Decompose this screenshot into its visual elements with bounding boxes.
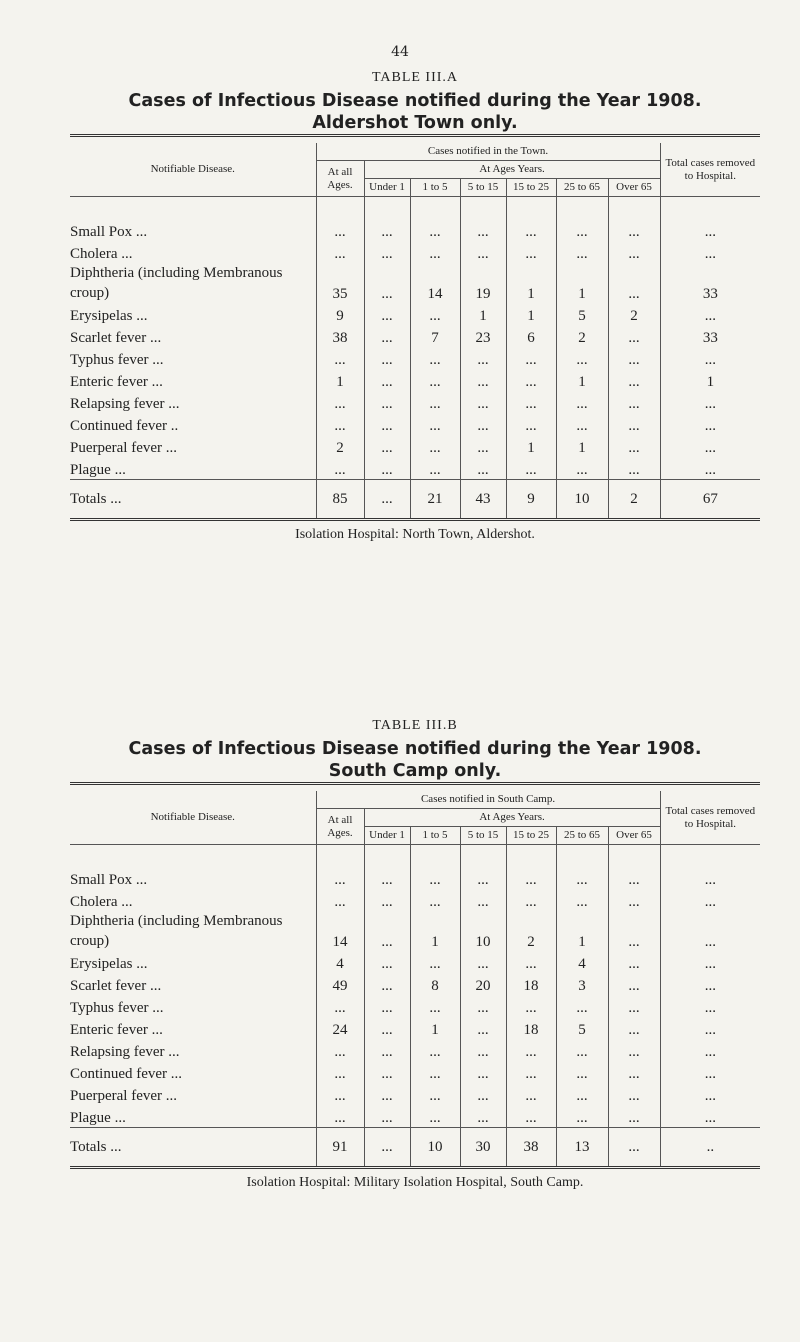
cell-value: ...: [660, 1039, 760, 1061]
cell-value: ...: [660, 303, 760, 325]
disease-name: Relapsing fever ...: [70, 1044, 180, 1060]
cell-value: ..: [660, 1128, 760, 1168]
cell-value: 9: [316, 303, 364, 325]
cell-value: ...: [364, 1017, 410, 1039]
cell-value: ...: [506, 241, 556, 263]
disease-name: Continued fever ..: [70, 418, 179, 434]
table-row: [70, 1061, 760, 1083]
cell-value: ...: [556, 995, 608, 1017]
header-group: Cases notified in the Town.: [316, 143, 660, 161]
cell-value: ...: [316, 391, 364, 413]
cell-value: 1: [556, 435, 608, 457]
cell-value: ...: [410, 457, 460, 480]
isolation-note: Isolation Hospital: North Town, Aldershot.: [295, 527, 535, 542]
cell-value: ...: [460, 369, 506, 391]
cell-value: 43: [460, 480, 506, 520]
cell-value: ...: [660, 413, 760, 435]
cell-value: ...: [660, 995, 760, 1017]
cell-value: ...: [660, 951, 760, 973]
cell-value: ...: [608, 889, 660, 911]
cell-value: ...: [506, 995, 556, 1017]
cell-value: ...: [364, 845, 410, 890]
cell-value: 2: [556, 325, 608, 347]
header-age-col: Over 65: [608, 179, 660, 197]
cell-value: ...: [506, 369, 556, 391]
cell-value: 23: [460, 325, 506, 347]
table-label: TABLE III.B: [372, 718, 458, 733]
cell-value: ...: [410, 995, 460, 1017]
table-row: [70, 995, 760, 1017]
cell-value: 19: [460, 263, 506, 303]
cell-value: ...: [364, 197, 410, 242]
cell-value: ...: [364, 995, 410, 1017]
table-row: [70, 1017, 760, 1039]
cell-value: ...: [556, 457, 608, 480]
cell-value: ...: [608, 1105, 660, 1128]
cell-value: ...: [506, 457, 556, 480]
cell-value: ...: [556, 1083, 608, 1105]
table-subtitle: Aldershot Town only.: [312, 113, 518, 133]
page-number: 44: [391, 44, 409, 60]
cell-value: 1: [556, 263, 608, 303]
disease-name: Diphtheria (including Membranous croup): [70, 265, 283, 301]
cell-value: ...: [660, 1083, 760, 1105]
cell-value: ...: [316, 995, 364, 1017]
cell-value: ...: [460, 995, 506, 1017]
cell-value: ...: [608, 1061, 660, 1083]
cell-value: ...: [608, 413, 660, 435]
cell-value: 8: [410, 973, 460, 995]
cell-value: ...: [608, 995, 660, 1017]
cell-value: ...: [660, 1061, 760, 1083]
cell-value: ...: [460, 1017, 506, 1039]
cell-value: ...: [608, 1128, 660, 1168]
table-row: [70, 435, 760, 457]
cell-value: 10: [556, 480, 608, 520]
cell-value: ...: [660, 435, 760, 457]
cell-value: ...: [364, 435, 410, 457]
cell-value: 1: [506, 435, 556, 457]
totals-row: [70, 480, 760, 520]
disease-table: [70, 143, 760, 521]
header-removed: Total cases removed to Hospital.: [660, 143, 760, 197]
header-age-col: 15 to 25: [506, 827, 556, 845]
cell-value: ...: [364, 457, 410, 480]
table-title: Cases of Infectious Disease notified during the Year 1908.: [128, 91, 702, 111]
header-age-col: Under 1: [364, 827, 410, 845]
cell-value: ...: [460, 197, 506, 242]
cell-value: 67: [660, 480, 760, 520]
cell-value: 9: [506, 480, 556, 520]
cell-value: ...: [364, 1039, 410, 1061]
cell-value: ...: [506, 1083, 556, 1105]
cell-value: ...: [608, 845, 660, 890]
cell-value: ...: [608, 1039, 660, 1061]
cell-value: ...: [364, 369, 410, 391]
cell-value: ...: [556, 1039, 608, 1061]
header-age-col: 5 to 15: [460, 827, 506, 845]
disease-name: Scarlet fever ...: [70, 330, 162, 346]
cell-value: ...: [316, 241, 364, 263]
cell-value: ...: [316, 1083, 364, 1105]
cell-value: ...: [460, 951, 506, 973]
cell-value: ...: [556, 197, 608, 242]
cell-value: ...: [608, 263, 660, 303]
disease-name: Cholera ...: [70, 246, 133, 262]
cell-value: ...: [316, 1061, 364, 1083]
disease-name: Puerperal fever ...: [70, 1088, 178, 1104]
cell-value: ...: [364, 1105, 410, 1128]
cell-value: ...: [506, 951, 556, 973]
cell-value: 35: [316, 263, 364, 303]
cell-value: ...: [660, 347, 760, 369]
table-row: [70, 911, 760, 951]
disease-name: Cholera ...: [70, 894, 133, 910]
cell-value: ...: [608, 325, 660, 347]
cell-value: ...: [316, 413, 364, 435]
table-title: Cases of Infectious Disease notified during the Year 1908.: [128, 739, 702, 759]
cell-value: ...: [556, 889, 608, 911]
cell-value: 6: [506, 325, 556, 347]
cell-value: ...: [506, 1105, 556, 1128]
cell-value: ...: [460, 457, 506, 480]
cell-value: ...: [410, 369, 460, 391]
cell-value: ...: [660, 845, 760, 890]
cell-value: ...: [364, 413, 410, 435]
header-age-col: 5 to 15: [460, 179, 506, 197]
table-row: [70, 1083, 760, 1105]
cell-value: ...: [410, 1105, 460, 1128]
cell-value: ...: [410, 1083, 460, 1105]
cell-value: ...: [506, 197, 556, 242]
cell-value: ...: [410, 413, 460, 435]
table-row: [70, 325, 760, 347]
cell-value: ...: [660, 911, 760, 951]
cell-value: ...: [460, 845, 506, 890]
cell-value: ...: [506, 347, 556, 369]
cell-value: 1: [410, 1017, 460, 1039]
cell-value: ...: [460, 391, 506, 413]
disease-name: Scarlet fever ...: [70, 978, 162, 994]
cell-value: 1: [410, 911, 460, 951]
cell-value: 1: [316, 369, 364, 391]
table-section-a: [70, 70, 760, 543]
cell-value: ...: [364, 1128, 410, 1168]
table-row: [70, 303, 760, 325]
cell-value: ...: [460, 413, 506, 435]
cell-value: ...: [506, 845, 556, 890]
cell-value: ...: [506, 391, 556, 413]
cell-value: ...: [460, 241, 506, 263]
disease-name: Enteric fever ...: [70, 1022, 163, 1038]
cell-value: ...: [660, 1105, 760, 1128]
cell-value: ...: [556, 413, 608, 435]
disease-table: [70, 791, 760, 1169]
cell-value: ...: [460, 889, 506, 911]
cell-value: ...: [660, 241, 760, 263]
header-age-col: 25 to 65: [556, 179, 608, 197]
cell-value: 85: [316, 480, 364, 520]
cell-value: ...: [460, 1083, 506, 1105]
cell-value: ...: [410, 391, 460, 413]
cell-value: ...: [316, 845, 364, 890]
cell-value: ...: [556, 1061, 608, 1083]
cell-value: 13: [556, 1128, 608, 1168]
cell-value: ...: [556, 241, 608, 263]
cell-value: ...: [660, 391, 760, 413]
cell-value: ...: [364, 480, 410, 520]
cell-value: ...: [410, 889, 460, 911]
cell-value: 18: [506, 973, 556, 995]
cell-value: 4: [316, 951, 364, 973]
cell-value: ...: [410, 1061, 460, 1083]
table-row: [70, 369, 760, 391]
cell-value: 38: [316, 325, 364, 347]
disease-name: Enteric fever ...: [70, 374, 163, 390]
disease-name: Erysipelas ...: [70, 956, 148, 972]
cell-value: ...: [410, 347, 460, 369]
isolation-note: Isolation Hospital: Military Isolation Hospital, South Camp.: [246, 1175, 584, 1190]
cell-value: ...: [460, 1105, 506, 1128]
header-removed: Total cases removed to Hospital.: [660, 791, 760, 845]
cell-value: ...: [316, 457, 364, 480]
cell-value: ...: [608, 369, 660, 391]
cell-value: ...: [364, 241, 410, 263]
disease-name: Plague ...: [70, 1110, 126, 1126]
cell-value: ...: [608, 1083, 660, 1105]
table-row: [70, 951, 760, 973]
cell-value: ...: [364, 1083, 410, 1105]
cell-value: 2: [608, 303, 660, 325]
cell-value: 91: [316, 1128, 364, 1168]
cell-value: ...: [608, 391, 660, 413]
cell-value: 18: [506, 1017, 556, 1039]
header-disease: Notifiable Disease.: [70, 143, 316, 197]
cell-value: 33: [660, 325, 760, 347]
disease-name: Diphtheria (including Membranous croup): [70, 913, 283, 949]
cell-value: 24: [316, 1017, 364, 1039]
table-label: TABLE III.A: [371, 70, 459, 85]
cell-value: ...: [364, 973, 410, 995]
cell-value: ...: [460, 435, 506, 457]
cell-value: 2: [608, 480, 660, 520]
table-row: [70, 197, 760, 242]
header-disease: Notifiable Disease.: [70, 791, 316, 845]
cell-value: ...: [316, 197, 364, 242]
cell-value: ...: [556, 391, 608, 413]
table-row: [70, 889, 760, 911]
table-row: [70, 241, 760, 263]
cell-value: ...: [660, 973, 760, 995]
cell-value: ...: [608, 197, 660, 242]
disease-name: Plague ...: [70, 462, 126, 478]
cell-value: ...: [460, 1061, 506, 1083]
disease-name: Puerperal fever ...: [70, 440, 178, 456]
cell-value: ...: [660, 457, 760, 480]
table-row: [70, 1039, 760, 1061]
cell-value: ...: [506, 413, 556, 435]
cell-value: ...: [410, 845, 460, 890]
cell-value: ...: [608, 973, 660, 995]
cell-value: ...: [364, 889, 410, 911]
cell-value: ...: [608, 457, 660, 480]
cell-value: ...: [410, 1039, 460, 1061]
cell-value: 2: [316, 435, 364, 457]
cell-value: ...: [316, 889, 364, 911]
disease-name: Continued fever ...: [70, 1066, 183, 1082]
table-section-b: [70, 718, 760, 1191]
disease-name: Totals ...: [70, 480, 316, 520]
cell-value: ...: [316, 347, 364, 369]
cell-value: ...: [364, 303, 410, 325]
cell-value: ...: [410, 197, 460, 242]
totals-row: [70, 1128, 760, 1168]
cell-value: 1: [460, 303, 506, 325]
cell-value: ...: [608, 241, 660, 263]
cell-value: ...: [410, 435, 460, 457]
table-row: [70, 845, 760, 890]
header-all-ages: At all Ages.: [316, 161, 364, 197]
cell-value: 1: [506, 303, 556, 325]
cell-value: 10: [460, 911, 506, 951]
cell-value: ...: [608, 435, 660, 457]
cell-value: 21: [410, 480, 460, 520]
disease-name: Erysipelas ...: [70, 308, 148, 324]
cell-value: ...: [316, 1105, 364, 1128]
header-group: Cases notified in South Camp.: [316, 791, 660, 809]
cell-value: ...: [556, 347, 608, 369]
header-ages-group: At Ages Years.: [364, 161, 660, 179]
cell-value: ...: [364, 1061, 410, 1083]
table-row: [70, 1105, 760, 1128]
header-age-col: Over 65: [608, 827, 660, 845]
disease-name: Typhus fever ...: [70, 1000, 164, 1016]
cell-value: 1: [556, 369, 608, 391]
cell-value: ...: [410, 303, 460, 325]
cell-value: 33: [660, 263, 760, 303]
cell-value: ...: [660, 197, 760, 242]
disease-name: Relapsing fever ...: [70, 396, 180, 412]
cell-value: ...: [608, 951, 660, 973]
cell-value: 1: [556, 911, 608, 951]
header-age-col: 15 to 25: [506, 179, 556, 197]
table-row: [70, 973, 760, 995]
cell-value: ...: [364, 951, 410, 973]
header-age-col: Under 1: [364, 179, 410, 197]
cell-value: 30: [460, 1128, 506, 1168]
table-subtitle: South Camp only.: [328, 761, 502, 781]
table-row: [70, 391, 760, 413]
cell-value: 38: [506, 1128, 556, 1168]
cell-value: 2: [506, 911, 556, 951]
cell-value: 20: [460, 973, 506, 995]
cell-value: ...: [364, 391, 410, 413]
disease-name: Small Pox ...: [70, 224, 148, 240]
table-row: [70, 263, 760, 303]
cell-value: ...: [506, 1061, 556, 1083]
cell-value: ...: [410, 951, 460, 973]
cell-value: ...: [506, 889, 556, 911]
table-row: [70, 457, 760, 480]
cell-value: 14: [316, 911, 364, 951]
cell-value: ...: [460, 347, 506, 369]
cell-value: ...: [608, 911, 660, 951]
cell-value: ...: [660, 889, 760, 911]
cell-value: ...: [316, 1039, 364, 1061]
disease-name: Totals ...: [70, 1128, 316, 1168]
cell-value: ...: [460, 1039, 506, 1061]
table-row: [70, 347, 760, 369]
cell-value: ...: [556, 1105, 608, 1128]
cell-value: ...: [364, 347, 410, 369]
cell-value: 1: [660, 369, 760, 391]
header-ages-group: At Ages Years.: [364, 809, 660, 827]
cell-value: 1: [506, 263, 556, 303]
cell-value: ...: [410, 241, 460, 263]
cell-value: 14: [410, 263, 460, 303]
disease-name: Typhus fever ...: [70, 352, 164, 368]
cell-value: 5: [556, 303, 608, 325]
cell-value: ...: [506, 1039, 556, 1061]
cell-value: ...: [364, 325, 410, 347]
cell-value: 49: [316, 973, 364, 995]
cell-value: 4: [556, 951, 608, 973]
header-age-col: 1 to 5: [410, 827, 460, 845]
header-age-col: 1 to 5: [410, 179, 460, 197]
cell-value: 3: [556, 973, 608, 995]
cell-value: ...: [364, 911, 410, 951]
disease-name: Small Pox ...: [70, 872, 148, 888]
cell-value: ...: [556, 845, 608, 890]
cell-value: ...: [608, 1017, 660, 1039]
cell-value: ...: [608, 347, 660, 369]
cell-value: 10: [410, 1128, 460, 1168]
cell-value: 5: [556, 1017, 608, 1039]
cell-value: ...: [660, 1017, 760, 1039]
cell-value: 7: [410, 325, 460, 347]
table-row: [70, 413, 760, 435]
header-age-col: 25 to 65: [556, 827, 608, 845]
header-all-ages: At all Ages.: [316, 809, 364, 845]
cell-value: ...: [364, 263, 410, 303]
